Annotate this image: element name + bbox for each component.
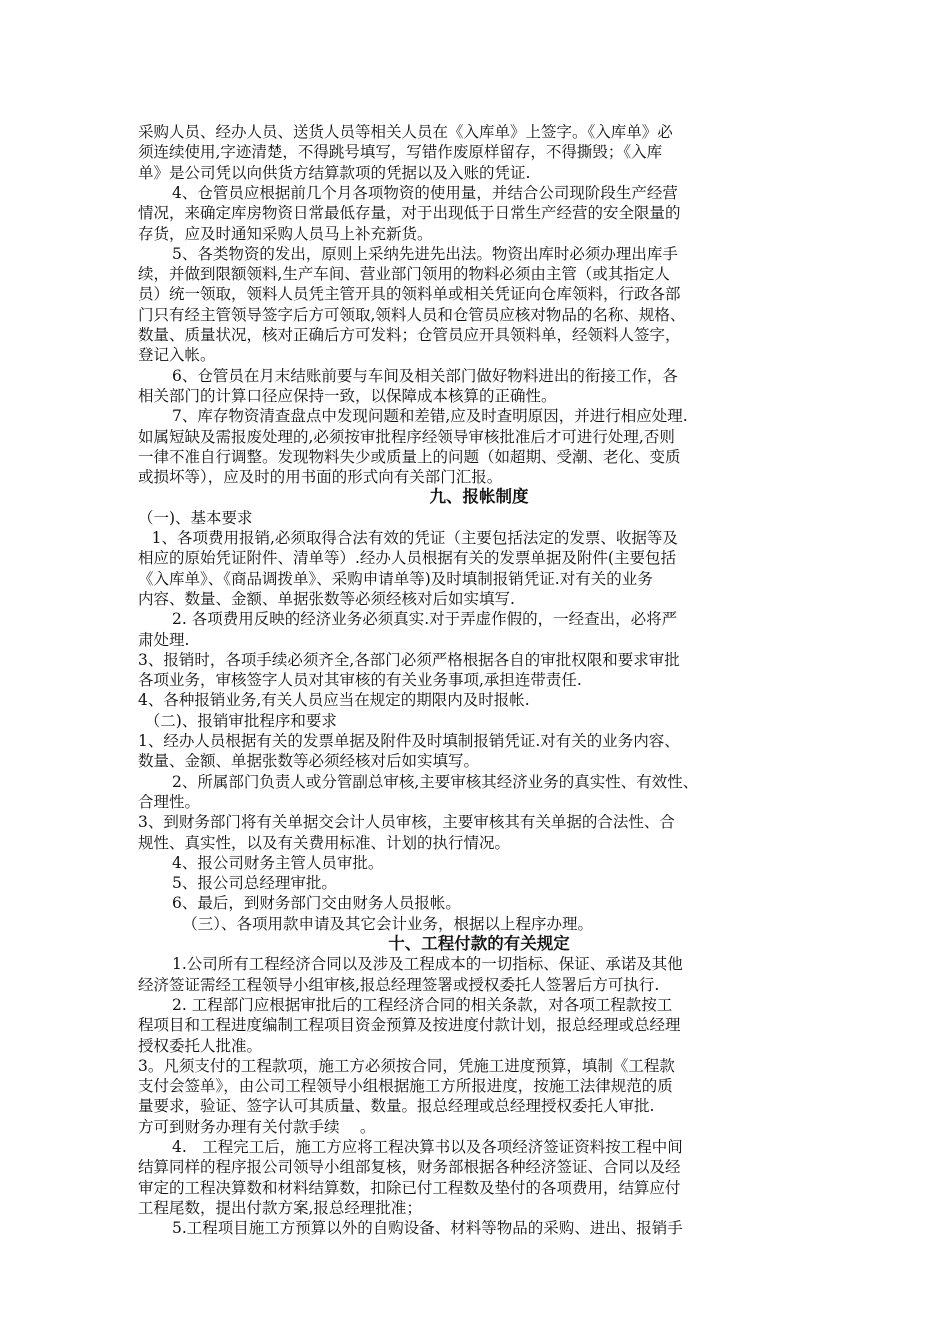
text-line: 5、各类物资的发出，原则上采纳先进先出法。物资出库时必须办理出库手 (172, 244, 678, 263)
text-line: 须连续使用,字迹清楚，不得跳号填写，写错作废原样留存，不得撕毁；《入库 (138, 143, 663, 162)
text-line: 数量、质量状况，核对正确后方可发料；仓管员应开具领料单，经领料人签字， (138, 326, 681, 344)
text-line: 4. 工程完工后，施工方应将工程决算书以及各项经济签证资料按工程中间 (172, 1138, 683, 1156)
text-line: 4、各种报销业务,有关人员应当在规定的期限内及时报帐. (138, 691, 530, 710)
text-line: 单》是公司凭以向供货方结算款项的凭据以及入账的凭证. (138, 163, 531, 182)
text-line: 员）统一领取，领料人员凭主管开具的领料单或相关凭证向仓库领料，行政各部 (138, 285, 681, 304)
text-line: 1、经办人员根据有关的发票单据及附件及时填制报销凭证.对有关的业务内容、 (138, 732, 680, 750)
text-line: 5.工程项目施工方预算以外的自购设备、材料等物品的采购、进出、报销手 (172, 1219, 683, 1238)
section-heading: 九、报帐制度 (429, 487, 529, 507)
text-line: 存货，应及时通知采购人员马上补充新货。 (138, 224, 433, 243)
text-line: 相关部门的计算口径应保持一致，以保障成本核算的正确性。 (138, 386, 557, 405)
text-line: 一律不准自行调整。发现物料失少或质量上的问题（如超期、受潮、老化、变质 (138, 447, 681, 466)
text-line: 6、最后，到财务部门交由财务人员报帐。 (172, 894, 461, 913)
text-line: 3。凡须支付的工程款项，施工方必须按合同，凭施工进度预算，填制《工程款 (138, 1056, 675, 1075)
text-line: 量要求，验证、签字认可其质量、数量。报总经理或总经理授权委托人审批. (138, 1097, 655, 1116)
text-line: 各项业务，审核签字人员对其审核的有关业务事项,承担连带责任. (138, 671, 582, 690)
text-line: （三）、各项用款申请及其它会计业务，根据以上程序办理。 (182, 914, 593, 933)
text-line: 1、各项费用报销,必须取得合法有效的凭证（主要包括法定的发票、收据等及 (151, 529, 678, 547)
text-line: 授权委托人批准。 (138, 1036, 263, 1055)
text-line: 方可到财务办理有关付款手续 。 (138, 1117, 376, 1136)
text-line: 4、仓管员应根据前几个月各项物资的使用量，并结合公司现阶段生产经营 (172, 183, 678, 202)
section-heading: 十、工程付款的有关规定 (388, 934, 570, 953)
text-line: 7、库存物资清查盘点中发现问题和差错,应及时查明原因，并进行相应处理. (172, 407, 688, 426)
text-line: 程项目和工程进度编制工程项目资金预算及按进度付款计划，报总经理或总经理 (138, 1016, 681, 1035)
text-line: 《入库单》、《商品调拨单》、采购申请单等)及时填制报销凭证.对有关的业务 (138, 569, 653, 588)
text-line: 如属短缺及需报废处理的,必须按审批程序经领导审核批准后才可进行处理,否则 (138, 427, 675, 446)
text-line: 门只有经主管领导签字后方可领取,领料人员和仓管员应核对物品的名称、规格、 (138, 305, 686, 324)
text-line: 内容、数量、金额、单据张数等必须经核对后如实填写. (138, 589, 515, 608)
text-line: 登记入帐。 (138, 346, 216, 365)
text-line: 4、报公司财务主管人员审批。 (172, 853, 384, 872)
text-line: （一)、基本要求 (138, 508, 253, 527)
text-line: 审定的工程决算数和材料结算数，扣除已付工程数及垫付的各项费用，结算应付 (138, 1178, 681, 1197)
text-line: 数量、金额、单据张数等必须经核对后如实填写。 (138, 752, 480, 771)
text-line: 肃处理. (138, 630, 190, 649)
text-line: 或损坏等），应及时的用书面的形式向有关部门汇报。 (138, 468, 503, 487)
text-line: 采购人员、经办人员、送货人员等相关人员在《入库单》上签字。《入库单》必 (138, 123, 673, 141)
text-line: 6、仓管员在月末结账前要与车间及相关部门做好物料进出的衔接工作，各 (172, 366, 678, 385)
text-line: 相应的原始凭证附件、清单等）.经办人员根据有关的发票单据及附件(主要包括 (138, 549, 676, 568)
text-line: 2. 工程部门应根据审批后的工程经济合同的相关条款，对各项工程款按工 (172, 995, 673, 1014)
text-line: 2. 各项费用反映的经济业务必须真实.对于弄虚作假的，一经查出，必将严 (172, 610, 678, 629)
text-line: 5、报公司总经理审批。 (172, 874, 337, 893)
text-line: 合理性。 (138, 792, 201, 811)
text-line: 结算同样的程序报公司领导小组部复核，财务部根据各种经济签证、合同以及经 (138, 1158, 681, 1177)
text-line: 支付会签单》，由公司工程领导小组根据施工方所报进度，按施工法律规范的质 (138, 1077, 673, 1096)
text-line: 3、报销时，各项手续必须齐全,各部门必须严格根据各自的审批权限和要求审批 (138, 650, 680, 669)
text-line: 3、到财务部门将有关单据交会计人员审核，主要审核其有关单据的合法性、合 (138, 813, 675, 832)
text-line: 1.公司所有工程经济合同以及涉及工程成本的一切指标、保证、承诺及其他 (172, 955, 683, 974)
text-line: 情况，来确定库房物资日常最低存量，对于出现低于日常生产经营的安全限量的 (138, 204, 681, 223)
text-line: 2、所属部门负责人或分管副总审核,主要审核其经济业务的真实性、有效性、 (172, 772, 699, 791)
text-line: 续，并做到限额领料,生产车间、营业部门领用的物料必须由主管（或其指定人 (138, 265, 670, 284)
text-line: 工程尾数，提出付款方案,报总经理批准； (138, 1198, 422, 1217)
text-line: （二)、报销审批程序和要求 (144, 711, 337, 730)
text-line: 规性、真实性，以及有关费用标准、计划的执行情况。 (138, 833, 511, 852)
text-line: 经济签证需经工程领导小组审核,报总经理签署或授权委托人签署后方可执行. (138, 975, 660, 994)
